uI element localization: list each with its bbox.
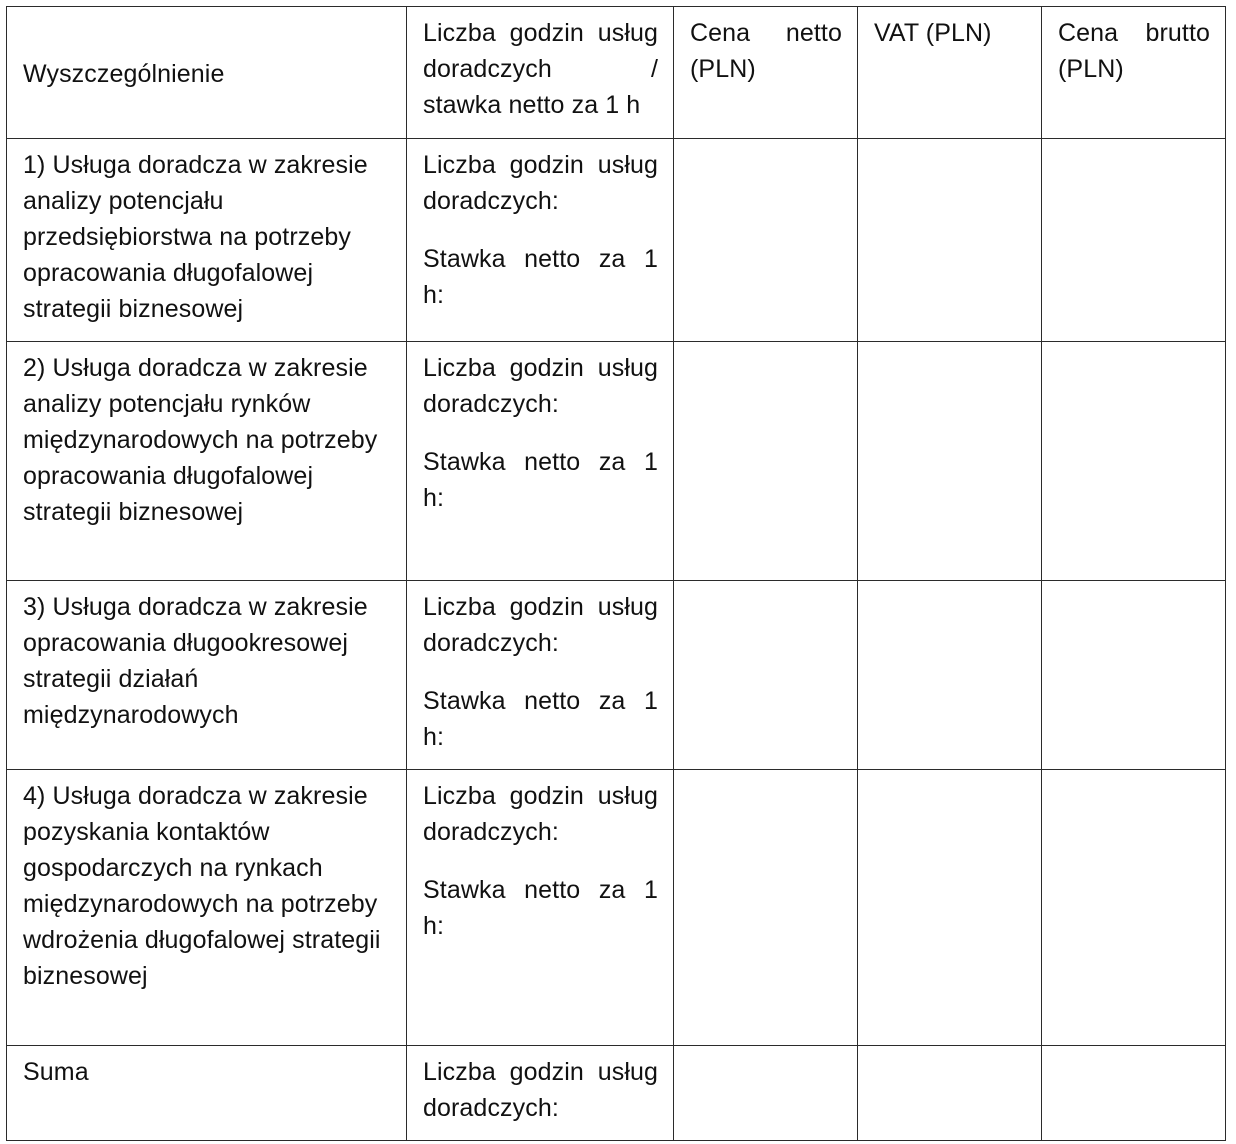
row-2-rate-label-line-1: Stawka netto za 1	[423, 448, 658, 476]
header-description	[7, 7, 407, 139]
row-2-description-text: 2) Usługa doradcza w zakresie analizy potencjału rynków międzynarodowych na potrzeby opracowania długofalowej strategii biznesowej	[23, 354, 378, 526]
header-vat	[858, 7, 1042, 139]
header-net-price	[674, 7, 858, 139]
row-4-description-text: 4) Usługa doradcza w zakresie pozyskania kontaktów gospodarczych na rynkach międzynarodowych na potrzeby wdrożenia długofalowej strategii biznesowej	[23, 782, 381, 990]
row-4-description	[7, 770, 407, 1046]
row-2-hours-label-line-2: doradczych:	[423, 390, 559, 418]
row-2-hours	[407, 342, 674, 581]
row-4-net-price-cell[interactable]	[674, 770, 858, 1046]
row-1-hours	[407, 139, 674, 342]
row-1-hours-label-line-2: doradczych:	[423, 187, 559, 215]
header-vat-label: VAT (PLN)	[874, 19, 992, 47]
header-hours-line-3: stawka netto za 1 h	[423, 91, 641, 119]
header-hours	[407, 7, 674, 139]
row-1-description	[7, 139, 407, 342]
row-2-gross-price-cell[interactable]	[1042, 342, 1226, 581]
sum-description-text: Suma	[23, 1058, 89, 1086]
table-row-sum	[7, 1046, 1226, 1141]
row-4-hours	[407, 770, 674, 1046]
pricing-table	[6, 6, 1226, 1141]
sum-hours-label-line-2: doradczych:	[423, 1094, 559, 1122]
row-3-hours-label-line-2: doradczych:	[423, 629, 559, 657]
row-3-hours-label-line-1: Liczba godzin usług	[423, 593, 658, 621]
row-1-rate-label-line-2: h:	[423, 281, 445, 309]
row-3-rate-label-line-2: h:	[423, 723, 445, 751]
sum-gross-price-cell[interactable]	[1042, 1046, 1226, 1141]
table-row	[7, 581, 1226, 770]
sum-hours-label-line-1: Liczba godzin usług	[423, 1058, 658, 1086]
row-1-description-text: 1) Usługa doradcza w zakresie analizy potencjału przedsiębiorstwa na potrzeby opracowania długofalowej strategii biznesowej	[23, 151, 368, 323]
row-2-net-price-cell[interactable]	[674, 342, 858, 581]
row-1-hours-label-line-1: Liczba godzin usług	[423, 151, 658, 179]
header-net-price-line-2: (PLN)	[690, 55, 756, 83]
header-description-label: Wyszczególnienie	[23, 59, 225, 88]
row-1-gross-price-cell[interactable]	[1042, 139, 1226, 342]
row-1-net-price-cell[interactable]	[674, 139, 858, 342]
header-net-price-line-1: Cena netto	[690, 19, 842, 47]
row-4-gross-price-cell[interactable]	[1042, 770, 1226, 1046]
header-gross-price-line-2: (PLN)	[1058, 55, 1124, 83]
row-4-hours-label-line-2: doradczych:	[423, 818, 559, 846]
row-4-vat-cell[interactable]	[858, 770, 1042, 1046]
row-1-rate-label-line-1: Stawka netto za 1	[423, 245, 658, 273]
sum-description	[7, 1046, 407, 1141]
sum-hours	[407, 1046, 674, 1141]
row-4-rate-label-line-1: Stawka netto za 1	[423, 876, 658, 904]
row-4-rate-label-line-2: h:	[423, 912, 445, 940]
row-3-hours	[407, 581, 674, 770]
table-row	[7, 770, 1226, 1046]
table-row	[7, 139, 1226, 342]
table-header-row	[7, 7, 1226, 139]
row-4-hours-label-line-1: Liczba godzin usług	[423, 782, 658, 810]
row-2-vat-cell[interactable]	[858, 342, 1042, 581]
row-3-description	[7, 581, 407, 770]
header-gross-price	[1042, 7, 1226, 139]
row-3-description-text: 3) Usługa doradcza w zakresie opracowania długookresowej strategii działań międzynarodowych	[23, 593, 368, 729]
row-2-description	[7, 342, 407, 581]
row-2-hours-label-line-1: Liczba godzin usług	[423, 354, 658, 382]
header-gross-price-line-1: Cena brutto	[1058, 19, 1210, 47]
row-3-gross-price-cell[interactable]	[1042, 581, 1226, 770]
row-3-rate-label-line-1: Stawka netto za 1	[423, 687, 658, 715]
table-row	[7, 342, 1226, 581]
row-2-rate-label-line-2: h:	[423, 484, 445, 512]
header-hours-line-2: doradczych /	[423, 55, 658, 83]
row-3-vat-cell[interactable]	[858, 581, 1042, 770]
row-3-net-price-cell[interactable]	[674, 581, 858, 770]
header-hours-line-1: Liczba godzin usług	[423, 19, 658, 47]
row-1-vat-cell[interactable]	[858, 139, 1042, 342]
sum-net-price-cell[interactable]	[674, 1046, 858, 1141]
sum-vat-cell[interactable]	[858, 1046, 1042, 1141]
